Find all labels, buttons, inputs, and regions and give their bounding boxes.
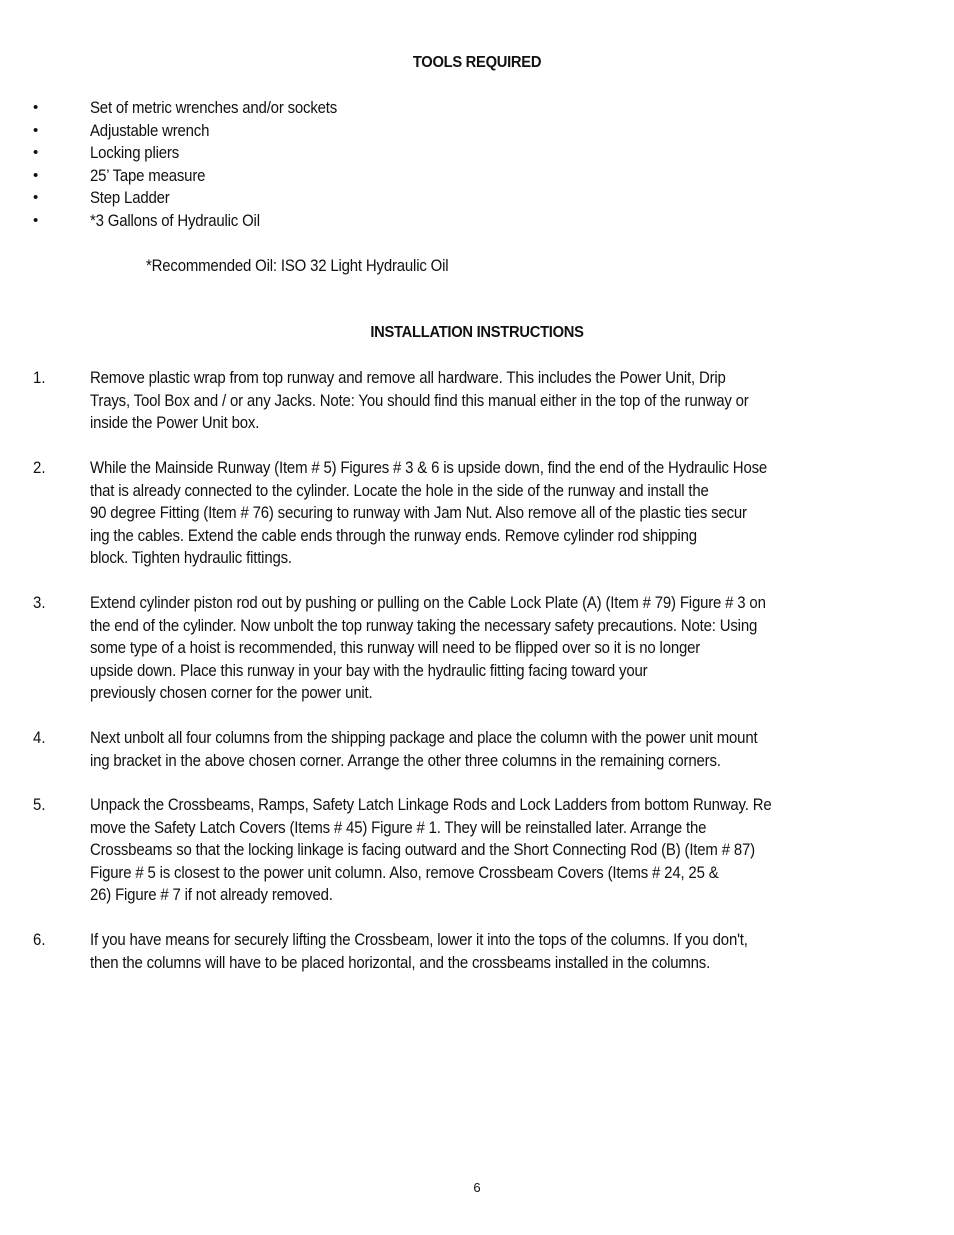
step-text [90,457,954,570]
step-number: 5. [33,795,46,814]
step-line: 90 degree Fitting (Item # 76) securing to runway with Jam Nut. Also remove all of the plastic ties secur [90,503,747,522]
bullet-icon: • [33,144,39,161]
tool-item-label: Step Ladder [90,188,170,207]
step-line: Next unbolt all four columns from the shipping package and place the column with the power unit mount [90,728,758,747]
step-line: the end of the cylinder. Now unbolt the top runway taking the necessary safety precautions. Note: Using [90,615,758,635]
tool-item-label: *3 Gallons of Hydraulic Oil [90,211,260,230]
step-text [90,367,954,435]
step-line: ing the cables. Extend the cable ends through the runway ends. Remove cylinder rod shipping [90,525,697,545]
tool-item-label: 25’ Tape measure [90,166,206,185]
step-line: inside the Power Unit box. [90,413,260,432]
step-line: Remove plastic wrap from top runway and remove all hardware. This includes the Power Unit, Drip [90,368,726,387]
step-text [90,929,954,974]
step-line: 26) Figure # 7 if not already removed. [90,885,333,904]
tool-item-label: Locking pliers [90,143,180,162]
step-line: some type of a hoist is recommended, this runway will need to be flipped over so it is no longer [90,638,701,657]
tool-item-label: Adjustable wrench [90,121,210,140]
step-text [90,794,954,907]
step-line: Trays, Tool Box and / or any Jacks. Note: You should find this manual either in the top of the runway or [90,390,749,410]
bullet-icon: • [33,167,39,184]
step-line: move the Safety Latch Covers (Items # 45) Figure # 1. They will be reinstalled later. Arrange the [90,817,707,837]
recommended-oil-note: *Recommended Oil: ISO 32 Light Hydraulic Oil [146,256,449,275]
installation-instructions-heading: INSTALLATION INSTRUCTIONS [370,324,584,341]
step-line: Extend cylinder piston rod out by pushing or pulling on the Cable Lock Plate (A) (Item # 79) Figure # 3 on [90,593,766,612]
step-line: ing bracket in the above chosen corner. Arrange the other three columns in the remaining corners. [90,750,721,770]
tool-item-label: Set of metric wrenches and/or sockets [90,98,338,117]
bullet-icon: • [33,122,39,139]
step-number: 4. [33,728,46,747]
bullet-icon: • [33,189,39,206]
step-line: If you have means for securely lifting the Crossbeam, lower it into the tops of the columns. If you don't, [90,930,748,949]
step-number: 2. [33,458,46,477]
step-line: previously chosen corner for the power unit. [90,683,373,702]
bullet-icon: • [33,99,39,116]
step-text [90,727,954,772]
step-number: 6. [33,930,46,949]
step-line: upside down. Place this runway in your bay with the hydraulic fitting facing toward your [90,660,648,680]
step-line: that is already connected to the cylinder. Locate the hole in the side of the runway and install the [90,480,709,500]
step-number: 3. [33,593,46,612]
step-line: Figure # 5 is closest to the power unit column. Also, remove Crossbeam Covers (Items # 24, 25 & [90,862,719,882]
step-text [90,592,954,705]
bullet-icon: • [33,212,39,229]
page-number: 6 [473,1180,481,1195]
step-line: Unpack the Crossbeams, Ramps, Safety Latch Linkage Rods and Lock Ladders from bottom Runway. Re [90,795,772,814]
step-line: then the columns will have to be placed horizontal, and the crossbeams installed in the columns. [90,952,711,972]
step-line: Crossbeams so that the locking linkage is facing outward and the Short Connecting Rod (B) (Item # 87) [90,840,755,859]
tools-required-heading: TOOLS REQUIRED [412,54,542,71]
step-line: block. Tighten hydraulic fittings. [90,548,292,567]
step-line: While the Mainside Runway (Item # 5) Figures # 3 & 6 is upside down, find the end of the Hydraulic Hose [90,458,768,477]
step-number: 1. [33,368,46,387]
